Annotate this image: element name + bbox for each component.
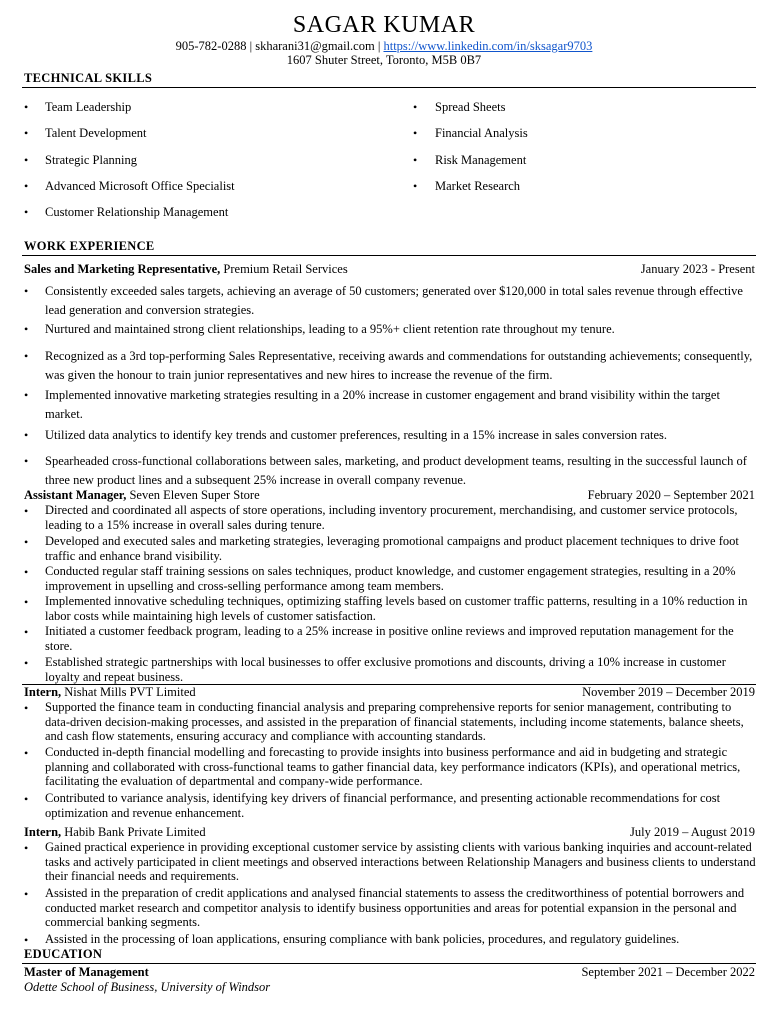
bullet-icon: • — [24, 701, 29, 715]
skill-item: Risk Management — [435, 153, 527, 167]
experience-bullet: Recognized as a 3rd top-performing Sales Representative, receiving awards and commendations for outstanding achievements; consequently, was given the honour to train junior representatives and new hires to increase the revenue of the firm. — [45, 349, 753, 382]
job-role: Intern, — [24, 685, 62, 699]
section-divider — [22, 87, 756, 88]
bullet-icon: • — [413, 126, 418, 140]
experience-bullet: Conducted in-depth financial modelling and forecasting to provide insights into business performance and aid in budgeting and strategic planning and collaborated with cross-functional teams to gather financial data, key performance indicators (KPIs), and operational metrics, facilitating the evaluation of departmental and company-wide performance. — [45, 745, 741, 789]
section-divider — [22, 963, 756, 964]
skill-item: Spread Sheets — [435, 100, 506, 114]
bullet-icon: • — [24, 595, 29, 609]
bullet-icon: • — [24, 535, 29, 549]
experience-bullet: Assisted in the preparation of credit applications and analysed financial statements to assess the creditworthiness of potential borrowers and conducted market research and competitor analysis to identify business opportunities and areas for potential expansion in the personal and commercial banking segments. — [45, 886, 745, 930]
job-company: Seven Eleven Super Store — [129, 488, 260, 502]
phone-number: 905-782-0288 — [175, 39, 247, 53]
bullet-icon: • — [24, 933, 29, 947]
experience-bullet: Assisted in the processing of loan applications, ensuring compliance with bank policies, procedures, and regulatory guidelines. — [45, 932, 680, 946]
contact-line — [0, 39, 768, 53]
skill-item: Strategic Planning — [45, 153, 137, 167]
job-company: Habib Bank Private Limited — [64, 825, 206, 839]
education-dates: September 2021 – December 2022 — [581, 965, 755, 979]
degree-title — [24, 965, 149, 979]
skill-item: Talent Development — [45, 126, 147, 140]
experience-bullet: Contributed to variance analysis, identifying key drivers of financial performance, and presenting actionable recommendations for cost optimization and revenue enhancement. — [45, 791, 721, 820]
separator: | — [377, 39, 381, 53]
job-role: Assistant Manager, — [24, 488, 127, 502]
bullet-icon: • — [24, 126, 29, 140]
experience-bullet: Directed and coordinated all aspects of store operations, including inventory procurement, merchandising, and customer service protocols, leading to a 15% increase in overall sales during tenure. — [45, 503, 738, 532]
bullet-icon: • — [413, 100, 418, 114]
bullet-icon: • — [24, 349, 29, 363]
experience-bullet: Gained practical experience in providing exceptional customer service by assisting clients with various banking inquiries and account-related tasks and actively participated in client meetings and observed interactions between Relationship Managers and business clients to understand their financial needs and requirements. — [45, 840, 756, 884]
experience-bullet: Spearheaded cross-functional collaborations between sales, marketing, and product development teams, resulting in the successful launch of three new product lines and a subsequent 25% increase in overall company revenue. — [45, 454, 747, 487]
bullet-icon: • — [24, 841, 29, 855]
skill-item: Customer Relationship Management — [45, 205, 229, 219]
experience-bullet: Utilized data analytics to identify key trends and customer preferences, resulting in a 15% increase in sales conversion rates. — [45, 428, 668, 442]
bullet-icon: • — [24, 322, 29, 336]
job-company: Nishat Mills PVT Limited — [64, 685, 196, 699]
skill-item: Advanced Microsoft Office Specialist — [45, 179, 235, 193]
bullet-icon: • — [24, 565, 29, 579]
separator: | — [249, 39, 253, 53]
address-line: 1607 Shuter Street, Toronto, M5B 0B7 — [286, 53, 482, 67]
candidate-name: SAGAR KUMAR — [292, 12, 476, 38]
experience-bullet: Established strategic partnerships with local businesses to offer exclusive promotions and discounts, driving a 10% increase in customer loyalty and repeat business. — [45, 655, 726, 684]
experience-bullet: Implemented innovative marketing strategies resulting in a 20% increase in customer engagement and brand visibility within the target market. — [45, 388, 720, 421]
linkedin-link[interactable]: https://www.linkedin.com/in/sksagar9703 — [383, 39, 593, 53]
job-company: Premium Retail Services — [223, 262, 348, 276]
job-role: Sales and Marketing Representative, — [24, 262, 221, 276]
job-dates: January 2023 - Present — [640, 262, 755, 276]
bullet-icon: • — [24, 205, 29, 219]
bullet-icon: • — [24, 100, 29, 114]
job-dates: July 2019 – August 2019 — [629, 825, 755, 839]
job-title — [24, 825, 206, 839]
experience-bullet: Supported the finance team in conducting financial analysis and preparing comprehensive reports for senior management, contributing to data-driven decision-making processes, and assisted in the preparation of financial statements, including income statements, balance sheets, and cash flow statements, ensuring accuracy and compliance with accounting standards. — [45, 700, 744, 744]
job-title — [24, 262, 348, 276]
job-title — [24, 685, 196, 699]
job-dates: November 2019 – December 2019 — [582, 685, 755, 699]
job-title — [24, 488, 260, 502]
bullet-icon: • — [413, 153, 418, 167]
bullet-icon: • — [24, 284, 29, 298]
degree-name: Master of Management — [24, 965, 149, 979]
experience-bullet: Nurtured and maintained strong client relationships, leading to a 95%+ client retention rate throughout my tenure. — [45, 322, 615, 336]
job-role: Intern, — [24, 825, 62, 839]
bullet-icon: • — [413, 179, 418, 193]
experience-bullet: Consistently exceeded sales targets, achieving an average of 50 customers; generated over $120,000 in total sales revenue through effective lead generation and conversion strategies. — [45, 284, 743, 317]
bullet-icon: • — [24, 388, 29, 402]
technical-skills-heading: TECHNICAL SKILLS — [24, 71, 153, 85]
experience-bullet: Implemented innovative scheduling techniques, optimizing staffing levels based on customer traffic patterns, resulting in a 10% reduction in labor costs while maintaining high levels of customer satisfaction. — [45, 594, 748, 623]
bullet-icon: • — [24, 179, 29, 193]
bullet-icon: • — [24, 454, 29, 468]
section-divider — [22, 255, 756, 256]
skill-item: Market Research — [435, 179, 521, 193]
education-heading: EDUCATION — [24, 947, 103, 961]
bullet-icon: • — [24, 792, 29, 806]
institution-name: Odette School of Business, University of Windsor — [24, 980, 271, 994]
job-dates: February 2020 – September 2021 — [587, 488, 755, 502]
experience-bullet: Conducted regular staff training sessions on sales techniques, product knowledge, and customer engagement strategies, resulting in a 20% improvement in upselling and cross-selling performance among team members. — [45, 564, 736, 593]
experience-bullet: Developed and executed sales and marketing strategies, leveraging promotional campaigns and product placement techniques to drive foot traffic and enhance brand visibility. — [45, 534, 739, 563]
bullet-icon: • — [24, 746, 29, 760]
email-address[interactable]: skharani31@gmail.com — [255, 39, 375, 53]
experience-bullet: Initiated a customer feedback program, leading to a 25% increase in positive online reviews and improved reputation management for the store. — [45, 624, 734, 653]
bullet-icon: • — [24, 656, 29, 670]
bullet-icon: • — [24, 625, 29, 639]
bullet-icon: • — [24, 887, 29, 901]
bullet-icon: • — [24, 504, 29, 518]
work-experience-heading: WORK EXPERIENCE — [24, 239, 155, 253]
bullet-icon: • — [24, 153, 29, 167]
skill-item: Team Leadership — [45, 100, 132, 114]
skill-item: Financial Analysis — [435, 126, 528, 140]
bullet-icon: • — [24, 428, 29, 442]
